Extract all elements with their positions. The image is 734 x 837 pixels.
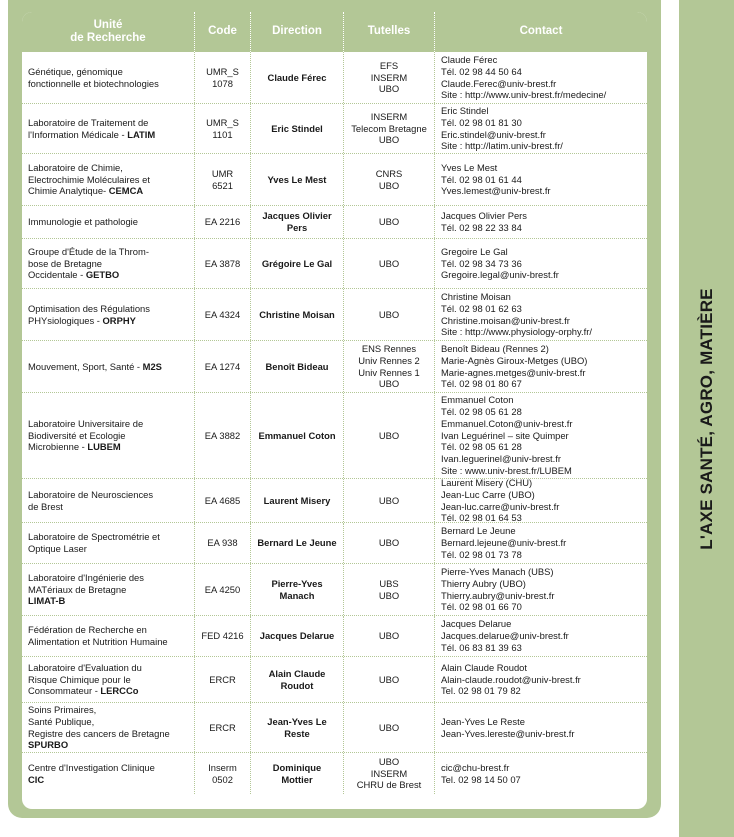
tutelles-cell-text: UBO [378, 721, 400, 733]
code-cell-text: UMR 6521 [211, 167, 234, 191]
contact-cell [435, 52, 647, 103]
code-cell [195, 753, 251, 794]
unit-name: Soins Primaires, Santé Publique, Registre des cancers de Bretagne [28, 703, 170, 739]
table-row [22, 616, 647, 657]
code-cell [195, 393, 251, 478]
tutelles-cell-text: EFS INSERM UBO [370, 59, 408, 95]
unit-cell [22, 523, 195, 563]
code-cell-text: EA 4324 [204, 308, 241, 320]
unit-name: Laboratoire de Chimie, Electrochimie Moléculaires et Chimie Analytique- [28, 161, 150, 197]
unit-name: Laboratoire d'Ingénierie des MATériaux de Bretagne [28, 571, 144, 595]
code-cell [195, 479, 251, 522]
unit-acronym: GETBO [85, 269, 120, 281]
unit-name: Laboratoire de Traitement de l'Information Médicale - [28, 116, 149, 140]
code-cell-text: EA 2216 [204, 216, 241, 228]
contact-cell [435, 341, 647, 392]
director-cell [251, 703, 344, 752]
code-cell-text: UMR_S 1101 [206, 116, 239, 140]
table-row [22, 341, 647, 393]
code-cell-text: Inserm 0502 [208, 761, 237, 785]
tutelles-cell [344, 753, 435, 794]
contact-cell-text: Gregoire Le Gal Tél. 02 98 34 73 36 Gregoire.legal@univ-brest.fr [441, 245, 559, 281]
director-cell-text: Dominique Mottier [272, 761, 322, 785]
code-cell [195, 703, 251, 752]
table-row [22, 476, 647, 524]
contact-cell [435, 104, 647, 153]
code-cell-text: EA 3882 [204, 429, 241, 441]
table-rows [22, 52, 647, 794]
unit-cell [22, 104, 195, 153]
code-cell [195, 289, 251, 340]
contact-cell-text: Emmanuel Coton Tél. 02 98 05 61 28 Emmanuel.Coton@univ-brest.fr Ivan Leguérinel – site Quimper Tél. 02 98 05 61 28 Ivan.leguerinel@univ-brest.fr Site : www.univ-brest.fr/LUBEM [441, 393, 573, 477]
unit-cell [22, 616, 195, 656]
unit-acronym: M2S [142, 360, 162, 372]
contact-cell [435, 616, 647, 656]
unit-name: Génétique, génomique fonctionnelle et biotechnologies [28, 65, 159, 89]
header-direction: Direction [251, 12, 344, 52]
code-cell-text: ERCR [209, 673, 236, 685]
contact-cell [435, 393, 647, 478]
unit-cell [22, 206, 195, 238]
unit-name: Optimisation des Régulations PHYsiologiques - [28, 302, 150, 326]
code-cell-text: EA 4685 [204, 494, 241, 506]
unit-name: Mouvement, Sport, Santé - [28, 360, 143, 372]
code-cell [195, 52, 251, 103]
director-cell-text: Eric Stindel [271, 122, 323, 134]
contact-cell-text: cic@chu-brest.fr Tel. 02 98 14 50 07 [441, 761, 521, 785]
table-row [22, 393, 647, 479]
director-cell [251, 154, 344, 205]
code-cell [195, 104, 251, 153]
table-row [22, 523, 647, 564]
tutelles-cell-text: UBO [378, 494, 400, 506]
director-cell-text: Grégoire Le Gal [261, 257, 333, 269]
tutelles-cell-text: UBO [378, 673, 400, 685]
director-cell [251, 341, 344, 392]
code-cell-text: EA 4250 [204, 583, 241, 595]
tutelles-cell [344, 657, 435, 702]
code-cell [195, 564, 251, 615]
header-tutelles: Tutelles [344, 12, 435, 52]
unit-name: Laboratoire Universitaire de Biodiversité et Ecologie Microbienne - [28, 417, 144, 453]
contact-cell-text: Bernard Le Jeune Bernard.lejeune@univ-brest.fr Tél. 02 98 01 73 78 [441, 525, 567, 560]
contact-cell [435, 239, 647, 288]
code-cell [195, 239, 251, 288]
unit-acronym: LUBEM [87, 441, 121, 453]
director-cell [251, 564, 344, 615]
tutelles-cell [344, 206, 435, 238]
code-cell-text: EA 3878 [204, 257, 241, 269]
unit-acronym: ORPHY [102, 314, 136, 326]
unit-cell [22, 154, 195, 205]
tutelles-cell [344, 52, 435, 103]
unit-acronym: CEMCA [108, 185, 144, 197]
table-header [22, 12, 647, 52]
director-cell-text: Laurent Misery [263, 494, 331, 506]
code-cell-text: FED 4216 [201, 630, 244, 642]
contact-cell [435, 703, 647, 752]
director-cell [251, 239, 344, 288]
director-cell-text: Claude Férec [267, 71, 327, 83]
code-cell [195, 341, 251, 392]
director-cell [251, 753, 344, 794]
director-cell [251, 104, 344, 153]
tutelles-cell [344, 239, 435, 288]
contact-cell [435, 657, 647, 702]
code-cell-text: EA 1274 [204, 360, 241, 372]
director-cell [251, 657, 344, 702]
tutelles-cell-text: UBO [378, 308, 400, 320]
director-cell-text: Christine Moisan [259, 308, 335, 320]
unit-cell [22, 753, 195, 794]
contact-cell-text: Eric Stindel Tél. 02 98 01 81 30 Eric.stindel@univ-brest.fr Site : http://latim.univ-brest.fr/ [441, 104, 563, 152]
contact-cell-text: Benoît Bideau (Rennes 2) Marie-Agnès Giroux-Metges (UBO) Marie-agnes.metges@univ-brest.fr Tél. 02 98 01 80 67 [441, 342, 588, 390]
contact-cell-text: Pierre-Yves Manach (UBS) Thierry Aubry (UBO) Thierry.aubry@univ-brest.fr Tél. 02 98 01 66 70 [441, 565, 555, 613]
contact-cell [435, 289, 647, 340]
unit-acronym: SPURBO [28, 739, 69, 751]
tutelles-cell-text: INSERM Telecom Bretagne UBO [351, 110, 427, 146]
table-row [22, 564, 647, 616]
header-code: Code [195, 12, 251, 52]
director-cell-text: Pierre-Yves Manach [271, 577, 323, 601]
unit-name: Laboratoire d'Evaluation du Risque Chimique pour le Consommateur - [28, 661, 142, 697]
tutelles-cell-text: UBS UBO [378, 577, 400, 601]
director-cell [251, 523, 344, 563]
unit-name: Fédération de Recherche en Alimentation et Nutrition Humaine [28, 624, 168, 647]
table-row [22, 239, 647, 289]
contact-cell-text: Christine Moisan Tél. 02 98 01 62 63 Christine.moisan@univ-brest.fr Site : http://www.physiology-orphy.fr/ [441, 290, 592, 338]
code-cell [195, 523, 251, 563]
table-row [22, 753, 647, 794]
unit-cell [22, 703, 195, 752]
tutelles-cell [344, 341, 435, 392]
tutelles-cell [344, 703, 435, 752]
contact-cell [435, 154, 647, 205]
contact-cell [435, 753, 647, 794]
contact-cell-text: Claude Férec Tél. 02 98 44 50 64 Claude.Ferec@univ-brest.fr Site : http://www.univ-brest.fr/medecine/ [441, 53, 607, 101]
contact-cell-text: Laurent Misery (CHU) Jean-Luc Carre (UBO) Jean-luc.carre@univ-brest.fr Tél. 02 98 01 64 53 [441, 476, 560, 524]
code-cell [195, 657, 251, 702]
tutelles-cell [344, 523, 435, 563]
unit-cell [22, 393, 195, 478]
unit-cell [22, 479, 195, 522]
director-cell-text: Jacques Delarue [259, 630, 335, 642]
unit-acronym: LATIM [127, 128, 156, 140]
tutelles-cell [344, 393, 435, 478]
table-row [22, 657, 647, 703]
unit-cell [22, 564, 195, 615]
unit-name: Laboratoire de Neurosciences de Brest [28, 488, 154, 512]
tutelles-cell-text: UBO INSERM CHRU de Brest [356, 755, 422, 791]
tutelles-cell-text: UBO [378, 630, 400, 642]
code-cell [195, 154, 251, 205]
unit-acronym: LERCCo [100, 685, 139, 697]
director-cell-text: Jacques Olivier Pers [262, 210, 332, 233]
tutelles-cell [344, 154, 435, 205]
tutelles-cell-text: UBO [378, 257, 400, 269]
code-cell [195, 616, 251, 656]
director-cell-text: Jean-Yves Le Reste [267, 715, 327, 739]
unit-cell [22, 341, 195, 392]
table-row [22, 703, 647, 753]
director-cell [251, 206, 344, 238]
code-cell-text: UMR_S 1078 [206, 65, 239, 89]
contact-cell-text: Jacques Olivier Pers Tél. 02 98 22 33 84 [441, 210, 527, 233]
code-cell-text: EA 938 [207, 537, 238, 549]
table-row [22, 52, 647, 104]
contact-cell-text: Jacques Delarue Jacques.delarue@univ-brest.fr Tél. 06 83 81 39 63 [441, 618, 569, 653]
table-row [22, 206, 647, 239]
tutelles-cell-text: ENS Rennes Univ Rennes 2 Univ Rennes 1 UBO [358, 342, 420, 390]
unit-name: Immunologie et pathologie [28, 216, 138, 228]
contact-cell [435, 206, 647, 238]
director-cell [251, 616, 344, 656]
unit-acronym: LIMAT-B [28, 595, 66, 607]
unit-name: Groupe d'Étude de la Throm- bose de Bretagne Occidentale - [28, 245, 149, 281]
contact-cell [435, 564, 647, 615]
code-cell-text: ERCR [209, 721, 236, 733]
director-cell [251, 479, 344, 522]
director-cell [251, 52, 344, 103]
director-cell [251, 289, 344, 340]
contact-cell [435, 523, 647, 563]
director-cell-text: Yves Le Mest [267, 173, 327, 185]
unit-cell [22, 239, 195, 288]
contact-cell-text: Jean-Yves Le Reste Jean-Yves.lereste@univ-brest.fr [441, 715, 575, 739]
unit-name: Laboratoire de Spectrométrie et Optique Laser [28, 531, 160, 554]
director-cell-text: Benoît Bideau [265, 360, 329, 372]
unit-name: Centre d'Investigation Clinique [28, 761, 155, 773]
director-cell-text: Bernard Le Jeune [257, 537, 337, 549]
side-banner [679, 0, 734, 837]
tutelles-cell [344, 616, 435, 656]
director-cell [251, 393, 344, 478]
tutelles-cell [344, 289, 435, 340]
director-cell-text: Alain Claude Roudot [268, 667, 326, 691]
tutelles-cell-text: UBO [378, 537, 400, 549]
tutelles-cell [344, 479, 435, 522]
header-unit: Unité de Recherche [22, 12, 195, 52]
tutelles-cell [344, 564, 435, 615]
contact-cell [435, 476, 647, 524]
tutelles-cell-text: UBO [378, 216, 400, 228]
director-cell-text: Emmanuel Coton [258, 429, 336, 441]
contact-cell-text: Yves Le Mest Tél. 02 98 01 61 44 Yves.lemest@univ-brest.fr [441, 161, 551, 197]
unit-cell [22, 52, 195, 103]
contact-cell-text: Alain Claude Roudot Alain-claude.roudot@univ-brest.fr Tel. 02 98 01 79 82 [441, 661, 581, 697]
side-banner-title: L'AXE SANTÉ, AGRO, MATIÈRE [696, 287, 716, 550]
unit-cell [22, 657, 195, 702]
tutelles-cell [344, 104, 435, 153]
unit-acronym: CIC [28, 773, 45, 785]
unit-cell [22, 289, 195, 340]
table-row [22, 154, 647, 206]
table-row [22, 104, 647, 154]
tutelles-cell-text: UBO [378, 429, 400, 441]
code-cell [195, 206, 251, 238]
header-contact: Contact [519, 25, 563, 38]
table-row [22, 289, 647, 341]
tutelles-cell-text: CNRS UBO [375, 167, 403, 191]
